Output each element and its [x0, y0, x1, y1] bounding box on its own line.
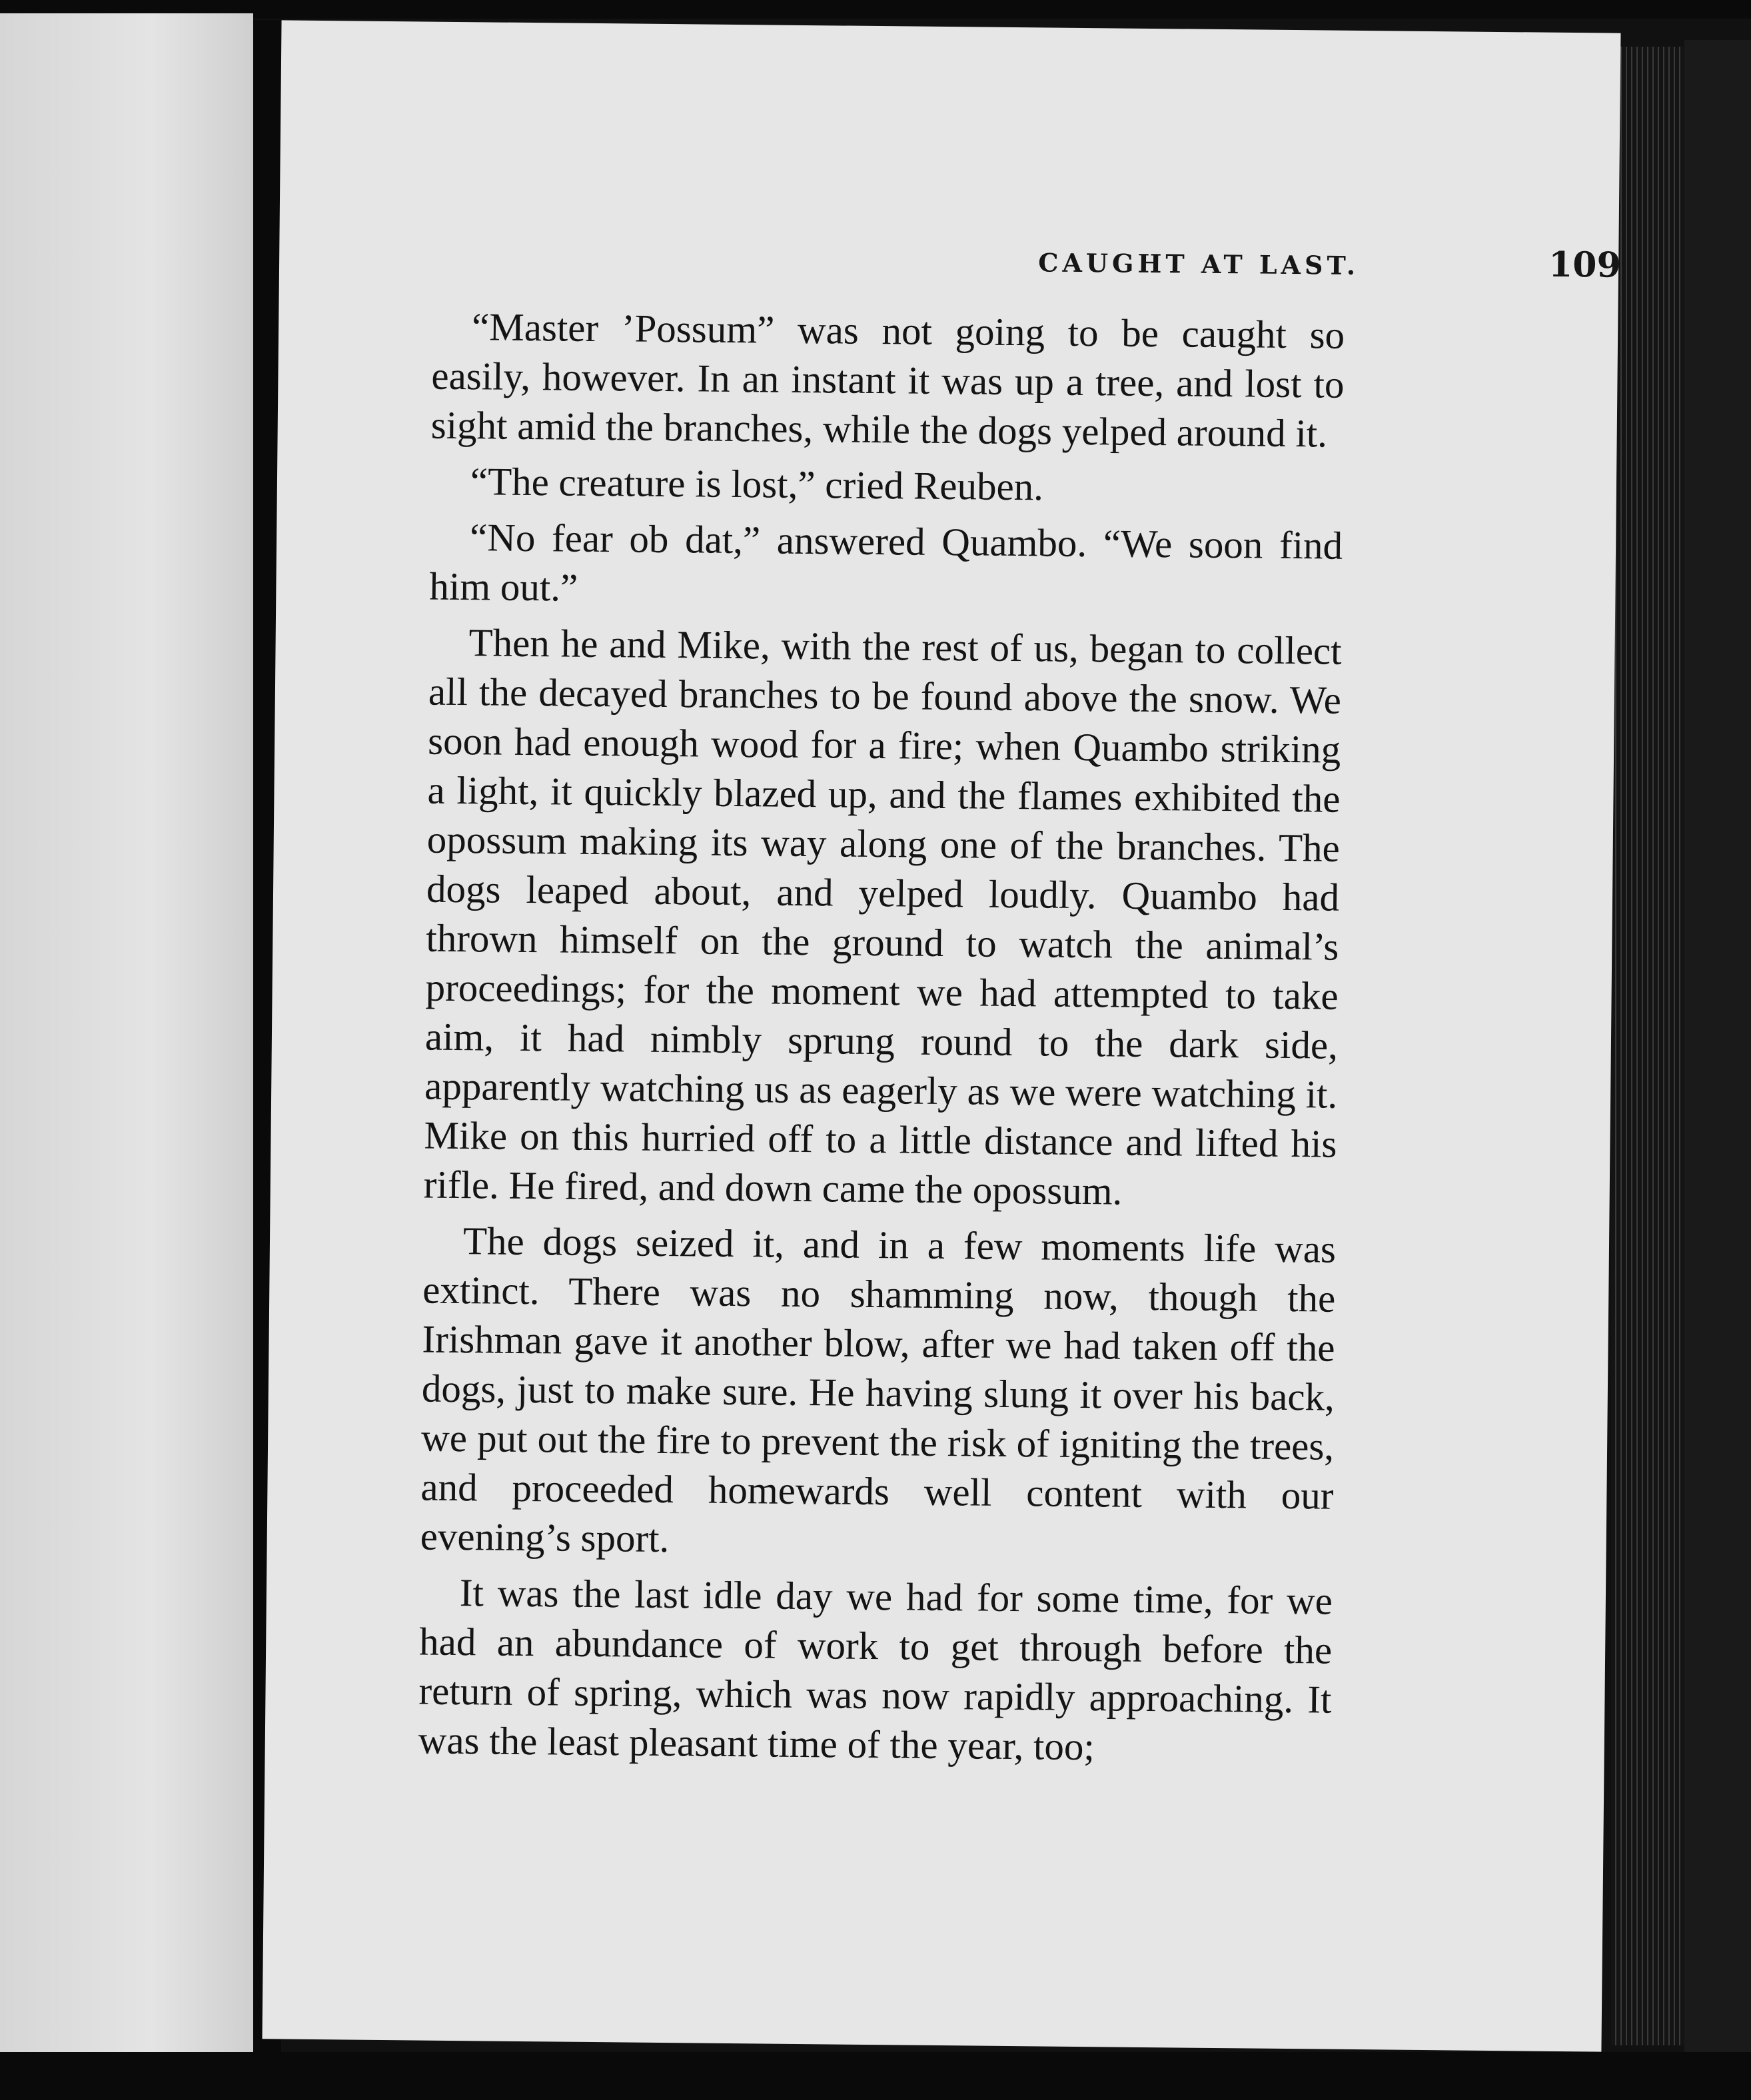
scan-border-top [0, 0, 1751, 19]
page-stack-edges [1611, 47, 1684, 2045]
paragraph: “No fear ob dat,” answered Quambo. “We soon find him out.” [429, 515, 1343, 610]
paragraph: “The creature is lost,” cried Reuben. [470, 459, 1044, 509]
book-page [263, 20, 1621, 2051]
book-cover-edge [1684, 40, 1751, 2059]
paragraph: “Master ’Possum” was not going to be caught so easily, however. In an instant it was up a tree, and lost to sight amid the branches, while the dogs yelped around it. [430, 304, 1345, 456]
scan-border-bottom [0, 2052, 1751, 2100]
previous-page-edge [0, 13, 253, 2072]
paragraph: Then he and Mike, with the rest of us, began to collect all the decayed branches to be found above the snow. We soon had enough wood for a fire; when Quambo striking a light, it quickly blazed up, and the flames exhibited the opossum making its way along one of the branches. The dogs leaped about, and yelped loudly. Quambo had thrown himself on the ground to watch the animal’s proceedings; for the moment we had attempted to take aim, it had nimbly sprung round to the dark side, apparently watching us as eagerly as we were watching it. Mike on this hurried off to a little distance and lifted his rifle. He fired, and down came the opossum. [423, 620, 1342, 1213]
running-head: CAUGHT AT LAST. [1037, 247, 1360, 280]
page-body [418, 302, 1345, 1780]
page-number: 109 [1548, 244, 1621, 286]
paragraph: The dogs seized it, and in a few moments life was extinct. There was no shamming now, though the Irishman gave it another blow, after we had taken off the dogs, just to make sure. He having slung it over his back, we put out the fire to prevent the risk of igniting the trees, and proceeded homewards well content with our evening’s sport. [420, 1219, 1337, 1561]
paragraph: It was the last idle day we had for some time, for we had an abundance of work to get through before the return of spring, which was now rapidly approaching. It was the least pleasant time of the year, too; [418, 1570, 1333, 1769]
